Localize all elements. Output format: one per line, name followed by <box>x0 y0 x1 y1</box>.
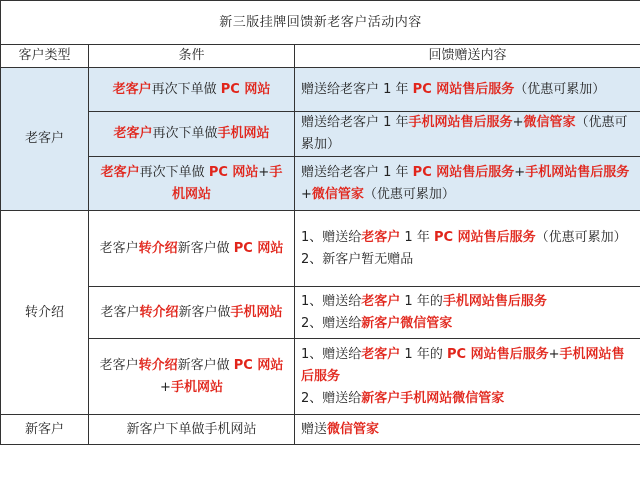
gift-cell <box>295 157 640 211</box>
gift-cell <box>295 339 640 415</box>
condition-cell <box>89 287 295 339</box>
text-segment: （优惠可累加） <box>363 186 455 202</box>
text-segment: 2、赠送给 <box>301 315 362 331</box>
text-segment: 老客户 <box>99 240 139 256</box>
table-row <box>1 157 640 211</box>
text-segment: 1、赠送给 <box>301 229 362 245</box>
text-segment: + <box>160 379 171 395</box>
gift-line <box>301 344 634 388</box>
text-segment: + <box>514 164 526 180</box>
highlight-text: 老客户 <box>361 293 401 309</box>
highlight-text: PC 网站 <box>208 164 259 180</box>
gift-line <box>301 249 634 271</box>
header-customer-type: 客户类型 <box>1 45 89 68</box>
text-segment: 再次下单做 <box>152 126 218 141</box>
highlight-text: PC 网站售后服务 <box>433 229 536 245</box>
table-row <box>1 339 640 415</box>
text-segment: 再次下单做 <box>139 164 209 180</box>
highlight-text: PC 网站 <box>233 357 284 373</box>
text-segment: + <box>258 164 270 180</box>
text-segment: 新客户做 <box>177 240 234 256</box>
condition-cell <box>89 415 295 445</box>
text-segment: （优惠可累加） <box>514 81 606 97</box>
text-segment: 2、赠送给 <box>301 390 362 406</box>
highlight-text: PC 网站售后服务 <box>446 346 549 362</box>
gift-line <box>301 227 634 249</box>
text-segment: 赠送 <box>301 421 328 437</box>
table-title: 新三版挂牌回馈新老客户活动内容 <box>1 1 640 45</box>
text-segment: 1 年 <box>400 229 434 245</box>
highlight-text: 手机网站售后服务 <box>301 346 625 384</box>
gift-cell <box>295 68 640 112</box>
text-segment: （优惠可累加） <box>301 115 628 152</box>
text-segment: 再次下单做 <box>151 81 221 97</box>
customer-type-cell: 老客户 <box>1 68 89 211</box>
text-segment: 1、赠送给 <box>301 293 362 309</box>
text-segment: 赠送给老客户 1 年 <box>301 115 409 130</box>
text-segment: 1、赠送给 <box>301 346 362 362</box>
highlight-text: 手机网站售后服务 <box>442 293 547 309</box>
highlight-text: 手机网站售后服务 <box>525 164 630 180</box>
highlight-text: 转介绍 <box>138 240 178 256</box>
highlight-text: 手机网站售后服务 <box>408 115 513 130</box>
gift-cell <box>295 112 640 157</box>
highlight-text: 手机网站 <box>171 164 283 202</box>
gift-line <box>301 313 634 335</box>
highlight-text: PC 网站 <box>233 240 284 256</box>
highlight-text: 手机网站 <box>217 126 270 141</box>
text-segment: 新客户做 <box>178 304 231 320</box>
highlight-text: 微信管家 <box>523 115 576 130</box>
text-segment: 1 年的 <box>400 293 443 309</box>
text-segment: + <box>548 346 560 362</box>
highlight-text: PC 网站 <box>220 81 271 97</box>
table-row <box>1 112 640 157</box>
gift-cell <box>295 211 640 287</box>
condition-cell <box>89 211 295 287</box>
highlight-text: 转介绍 <box>139 304 179 320</box>
text-segment: + <box>512 115 524 130</box>
customer-type-cell: 新客户 <box>1 415 89 445</box>
highlight-text: 转介绍 <box>138 357 178 373</box>
highlight-text: 老客户 <box>361 229 401 245</box>
condition-cell <box>89 112 295 157</box>
text-segment: 赠送给老客户 1 年 <box>301 164 413 180</box>
text-segment: 老客户 <box>100 304 140 320</box>
highlight-text: 老客户 <box>112 81 152 97</box>
table-row <box>1 68 640 112</box>
highlight-text: PC 网站售后服务 <box>412 164 515 180</box>
text-segment: 1 年的 <box>400 346 447 362</box>
text-segment: 2、新客户暂无赠品 <box>301 251 414 267</box>
highlight-text: 老客户 <box>361 346 401 362</box>
condition-cell <box>89 68 295 112</box>
customer-type-cell: 转介绍 <box>1 211 89 415</box>
gift-line <box>301 419 634 441</box>
table-body <box>1 68 640 445</box>
table-row <box>1 287 640 339</box>
text-segment: 新客户做 <box>177 357 234 373</box>
highlight-text: 手机网站 <box>230 304 283 320</box>
gift-line <box>301 291 634 313</box>
highlight-text: 新客户手机网站微信管家 <box>361 390 505 406</box>
text-segment: 老客户 <box>99 357 139 373</box>
gift-cell <box>295 415 640 445</box>
condition-cell <box>89 339 295 415</box>
gift-line <box>301 162 634 206</box>
highlight-text: 新客户微信管家 <box>361 315 453 331</box>
gift-line <box>301 112 634 156</box>
gift-line <box>301 79 634 101</box>
text-segment: + <box>301 186 312 202</box>
text-segment: 新客户下单做手机网站 <box>126 421 257 437</box>
highlight-text: 微信管家 <box>327 421 380 437</box>
condition-cell <box>89 157 295 211</box>
table-row <box>1 211 640 287</box>
highlight-text: 微信管家 <box>311 186 364 202</box>
gift-cell <box>295 287 640 339</box>
highlight-text: PC 网站售后服务 <box>412 81 515 97</box>
gift-line <box>301 388 634 410</box>
highlight-text: 老客户 <box>100 164 140 180</box>
header-condition: 条件 <box>89 45 295 68</box>
header-gift: 回馈赠送内容 <box>295 45 640 68</box>
text-segment: 赠送给老客户 1 年 <box>301 81 413 97</box>
highlight-text: 老客户 <box>113 126 153 141</box>
highlight-text: 手机网站 <box>170 379 223 395</box>
text-segment: （优惠可累加） <box>535 229 627 245</box>
table-row <box>1 415 640 445</box>
